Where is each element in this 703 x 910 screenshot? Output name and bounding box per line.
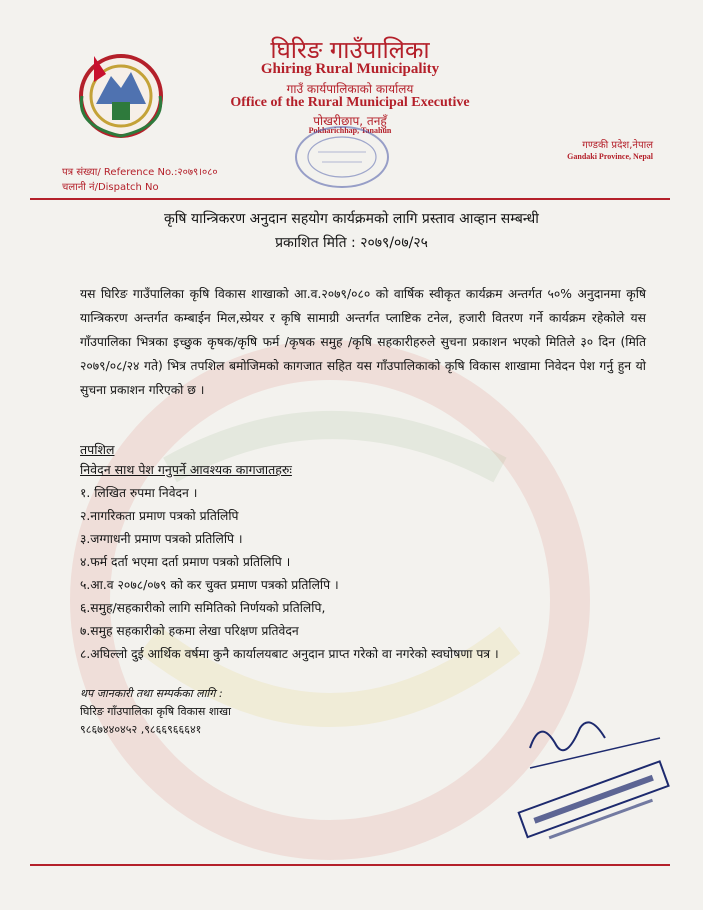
document-item: ५.आ.व २०७८/०७९ को कर चुक्त प्रमाण पत्रको प्रतिलिपि । — [80, 578, 339, 592]
document-item: ४.फर्म दर्ता भएमा दर्ता प्रमाण पत्रको प्रतिलिपि । — [80, 555, 291, 569]
documents-heading: निवेदन साथ पेश गनुपर्ने आवश्यक कागजातहरुः — [80, 462, 292, 477]
address-english: Pokharichhap, Tanahun — [308, 126, 392, 135]
office-name-english: Office of the Rural Municipal Executive — [230, 95, 470, 110]
signature-stamp — [510, 708, 680, 843]
required-documents-list — [80, 482, 650, 666]
office-name-nepali: गाउँ कार्यपालिकाको कार्यालय — [286, 82, 414, 96]
document-item: ८.अघिल्लो दुई आर्थिक वर्षमा कुनै कार्यालयबाट अनुदान प्राप्त गरेको वा नगरेको स्वघोषणा पत्र । — [80, 647, 499, 661]
published-date: प्रकाशित मिति : २०७९/०७/२५ — [275, 235, 428, 251]
municipality-name-nepali: घिरिङ गाउँपालिका — [270, 36, 430, 64]
municipality-name-english: Ghiring Rural Municipality — [260, 61, 440, 77]
footer-divider — [30, 864, 670, 866]
address-nepali: पोखरीछाप, तनहुँ — [313, 114, 387, 128]
document-item: २.नागरिकता प्रमाण पत्रको प्रतिलिपि — [80, 509, 239, 523]
document-item: ६.समुह/सहकारीको लागि समितिको निर्णयको प्रतिलिपि, — [80, 601, 326, 615]
reference-number: पत्र संख्या/ Reference No.:२०७९।०८० — [62, 167, 218, 178]
notice-body: यस घिरिङ गाउँपालिका कृषि विकास शाखाको आ.व.२०७९/०८० को वार्षिक स्वीकृत कार्यक्रम अन्तर्गत ५०% अनुदानमा कृषि यान्त्रिकरण अन्तर्गत कम्बाईन मिल,स्प्रेयर र कृषि सामाग्री अन्तर्गत प्लाष्टिक टनेल, हजारी वितरण गर्ने कार्यक्रम रहेकोले यस गाँउपालिका भित्रका इच्छुक कृषक/कृषि फर्म /कृषक समुह /कृषि सहकारीहरुले सुचना प्रकाशन भएको मितिले ३० दिन (मिति २०७९/०८/२४ गते) भित्र तपशिल बमोजिमको कागजात सहित यस गाँउपालिकाको कृषि विकास शाखामा निवेदन पेश गर्नु हुन यो सुचना प्रकाशन गरिएको छ । — [80, 287, 646, 397]
province-english: Gandaki Province, Nepal — [567, 152, 653, 161]
contact-office: घिरिङ गाँउपालिका कृषि विकास शाखा — [80, 705, 231, 718]
document-item: ७.समुह सहकारीको हकमा लेखा परिक्षण प्रतिवेदन — [80, 624, 299, 638]
header-divider — [30, 198, 670, 200]
municipality-emblem-logo — [66, 44, 176, 144]
province-nepali: गण्डकी प्रदेश,नेपाल — [582, 140, 653, 151]
details-heading: तपशिल — [80, 442, 115, 457]
contact-heading: थप जानकारी तथा सम्पर्कका लागि : — [80, 687, 223, 700]
office-stamp — [292, 122, 392, 192]
document-item: ३.जग्गाधनी प्रमाण पत्रको प्रतिलिपि । — [80, 532, 243, 546]
document-item: १. लिखित रुपमा निवेदन । — [80, 486, 198, 500]
contact-phones: ९८६७४४०४५२ ,९८६६९६६६४१ — [80, 723, 202, 736]
dispatch-number: चलानी नं/Dispatch No — [62, 182, 159, 193]
notice-title: कृषि यान्त्रिकरण अनुदान सहयोग कार्यक्रमको लागि प्रस्ताव आव्हान सम्बन्धी — [164, 211, 539, 227]
